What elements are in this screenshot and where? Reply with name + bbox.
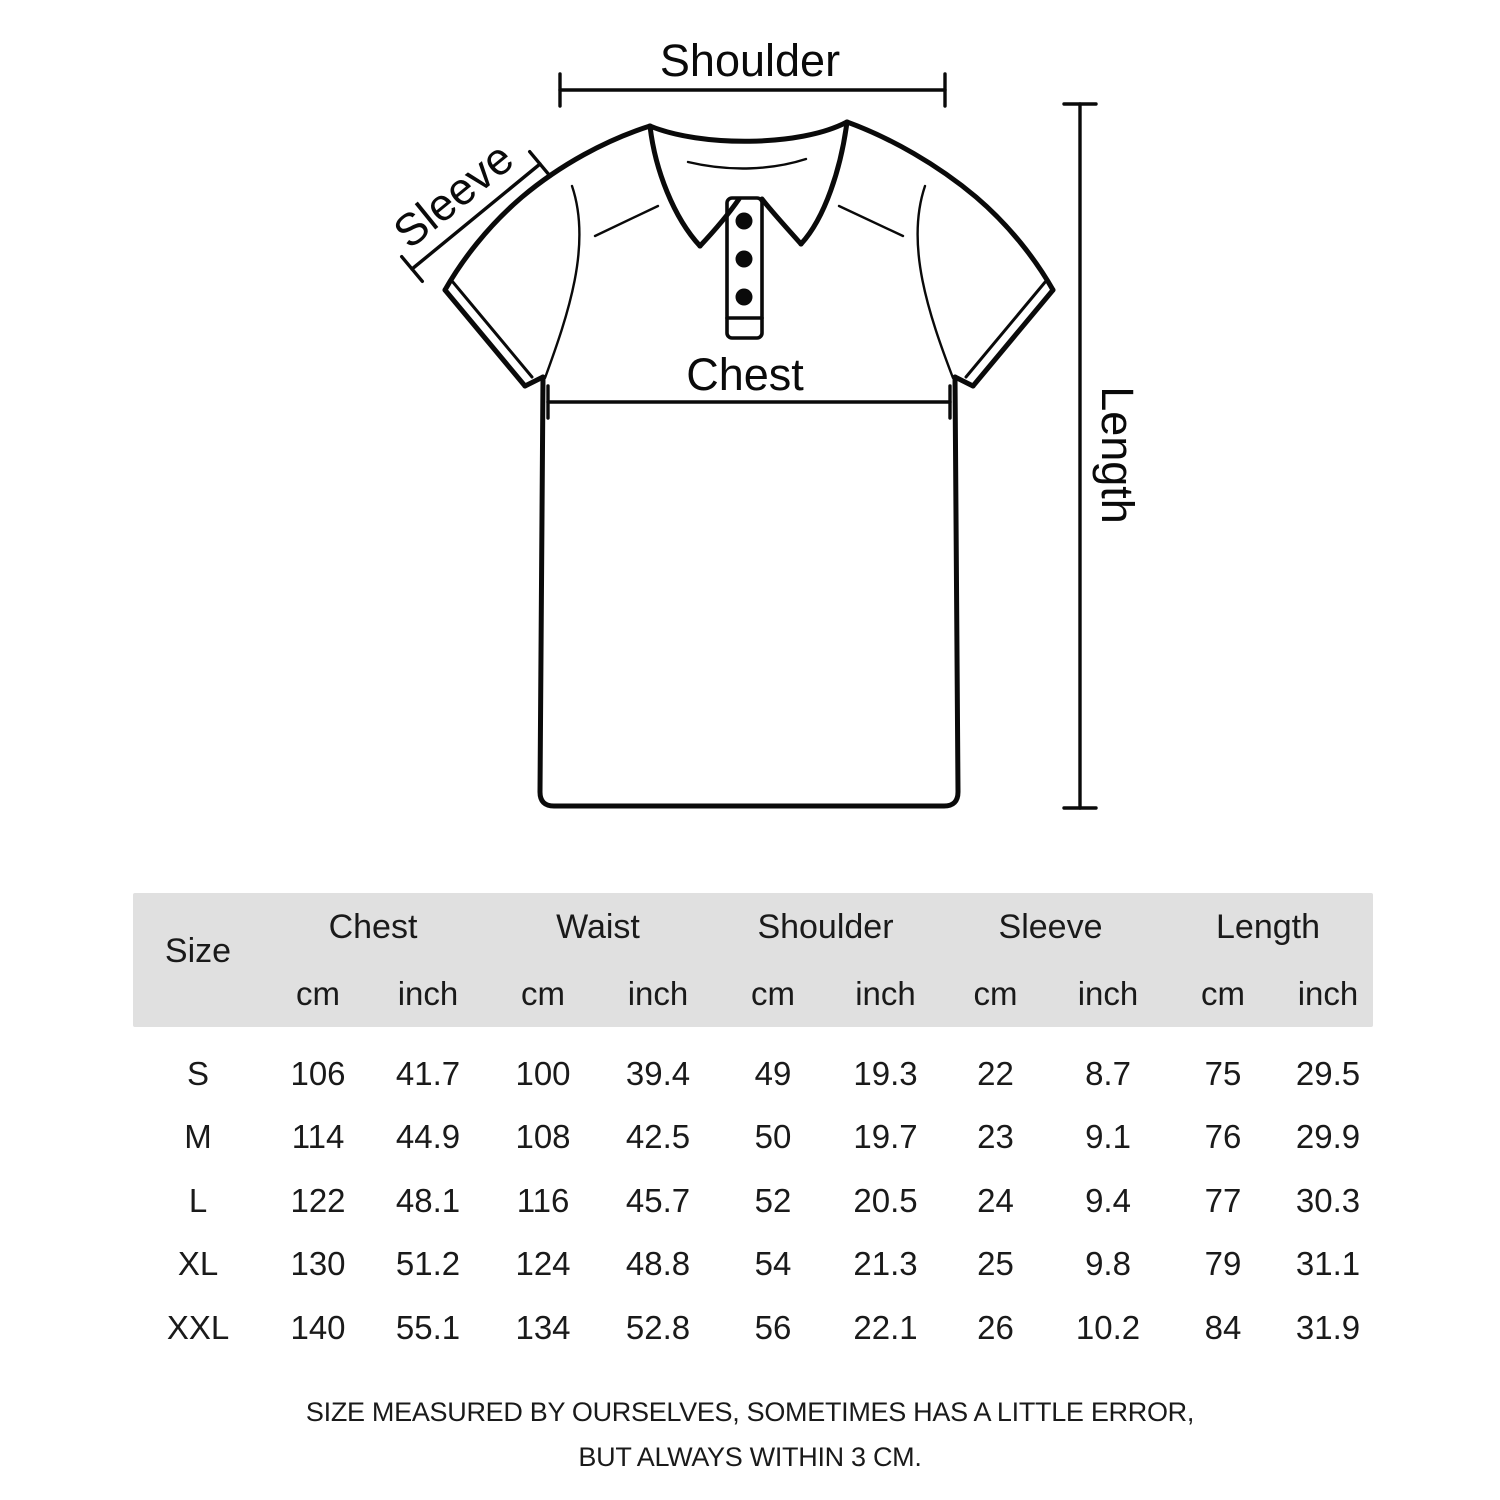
placket: [727, 198, 762, 338]
table-row-m: [133, 1106, 1373, 1170]
unit-header-inch: inch: [627, 975, 689, 1012]
right-cuff-seam: [966, 281, 1046, 377]
waist-cm-value: 124: [515, 1245, 571, 1283]
waist-inch-value: 48.8: [625, 1245, 691, 1283]
group-header-length: Length: [1216, 907, 1320, 946]
shoulder-dimension-label: Shoulder: [659, 35, 841, 86]
unit-header-cm: cm: [521, 975, 565, 1012]
sleeve-cm-value: 24: [977, 1181, 1014, 1219]
table-row-xl: [133, 1233, 1373, 1297]
shirt-seams: [452, 159, 1046, 378]
chest-cm-value: 106: [290, 1054, 346, 1092]
shoulder-cm-value: 56: [754, 1308, 792, 1346]
length-cm-value: 76: [1204, 1118, 1242, 1156]
size-label: XL: [177, 1245, 219, 1283]
left-armhole-seam: [545, 186, 579, 378]
sleeve-inch-value: 9.4: [1085, 1181, 1131, 1219]
waist-cm-value: 134: [515, 1308, 571, 1346]
measurement-note: [0, 1390, 1500, 1480]
table-row-s: [133, 1042, 1373, 1106]
length-cm-value: 77: [1204, 1181, 1242, 1219]
shoulder-cm-value: 52: [754, 1181, 792, 1219]
sleeve-dimension-label: Sleeve: [383, 131, 523, 259]
length-cm-value: 84: [1204, 1308, 1242, 1346]
length-cm-value: 75: [1204, 1054, 1242, 1092]
collar-inner-seam: [688, 159, 806, 168]
shoulder-cm-value: 49: [754, 1054, 792, 1092]
group-header-shoulder: Shoulder: [757, 907, 894, 946]
right-yoke-seam: [839, 206, 903, 236]
sleeve-cm-value: 22: [977, 1054, 1014, 1092]
button-icon: [736, 289, 753, 306]
length-inch-value: 29.9: [1295, 1118, 1361, 1156]
chest-cm-value: 114: [291, 1118, 345, 1156]
group-header-waist: Waist: [556, 907, 640, 946]
shoulder-inch-value: 21.3: [853, 1245, 918, 1283]
chest-inch-value: 55.1: [395, 1308, 461, 1346]
sleeve-tick-bottom: [402, 257, 423, 282]
unit-header-cm: cm: [296, 975, 340, 1012]
right-underarm: [955, 377, 973, 386]
shoulder-cm-value: 50: [754, 1118, 792, 1156]
shoulder-inch-value: 22.1: [853, 1308, 918, 1346]
waist-inch-value: 42.5: [625, 1118, 691, 1156]
sleeve-cm-value: 25: [977, 1245, 1014, 1283]
right-cuff-edge: [973, 290, 1053, 386]
chest-dimension-label: Chest: [686, 349, 804, 400]
unit-header-inch: inch: [1077, 975, 1139, 1012]
size-table-header: [133, 893, 1373, 1027]
right-sleeve-outer: [847, 122, 1053, 290]
shoulder-inch-value: 19.7: [853, 1118, 918, 1156]
shirt-body: [540, 377, 958, 806]
unit-header-cm: cm: [1201, 975, 1245, 1012]
chest-cm-value: 122: [290, 1181, 346, 1219]
sleeve-inch-value: 9.8: [1085, 1245, 1131, 1283]
collar-right-lapel-inner: [762, 199, 801, 244]
button-icon: [736, 213, 753, 230]
chest-inch-value: 48.1: [395, 1181, 461, 1219]
unit-header-inch: inch: [855, 975, 916, 1012]
length-cm-value: 79: [1204, 1245, 1242, 1283]
length-inch-value: 30.3: [1295, 1181, 1361, 1219]
sleeve-inch-value: 9.1: [1085, 1118, 1131, 1156]
collar-right-lapel-outer: [801, 122, 847, 244]
group-header-chest: Chest: [328, 907, 418, 946]
sleeve-tick-top: [530, 152, 551, 177]
shoulder-cm-value: 54: [754, 1245, 792, 1283]
length-inch-value: 31.9: [1295, 1308, 1361, 1346]
size-label: XXL: [166, 1308, 230, 1346]
collar-top: [650, 122, 847, 141]
size-label: L: [188, 1181, 208, 1219]
waist-inch-value: 52.8: [625, 1308, 691, 1346]
size-label: M: [184, 1118, 212, 1156]
collar-left-lapel-outer: [650, 126, 700, 246]
sleeve-inch-value: 10.2: [1075, 1308, 1141, 1346]
unit-header-cm: cm: [751, 975, 795, 1012]
collar-left-lapel-inner: [700, 199, 739, 246]
table-row-l: [133, 1169, 1373, 1233]
size-table: [133, 893, 1373, 1360]
right-armhole-seam: [918, 186, 953, 378]
unit-header-inch: inch: [397, 975, 459, 1012]
size-column-header: Size: [164, 931, 232, 970]
table-row-xxl: [133, 1296, 1373, 1360]
chest-inch-value: 44.9: [395, 1118, 461, 1156]
left-cuff-seam: [452, 281, 532, 377]
chest-cm-value: 130: [290, 1245, 346, 1283]
chest-inch-value: 51.2: [395, 1245, 461, 1283]
unit-header-inch: inch: [1297, 975, 1359, 1012]
chest-cm-value: 140: [290, 1308, 346, 1346]
waist-inch-value: 45.7: [625, 1181, 691, 1219]
button-icon: [736, 251, 753, 268]
sleeve-cm-value: 23: [977, 1118, 1014, 1156]
note-line-1: SIZE MEASURED BY OURSELVES, SOMETIMES HAS A LITTLE ERROR,: [305, 1397, 1195, 1427]
unit-header-cm: cm: [973, 975, 1018, 1012]
group-header-sleeve: Sleeve: [998, 907, 1103, 946]
shoulder-inch-value: 19.3: [853, 1054, 918, 1092]
left-yoke-seam: [595, 206, 658, 236]
length-dimension-label: Length: [1092, 386, 1143, 524]
left-cuff-edge: [445, 290, 525, 386]
waist-cm-value: 116: [516, 1181, 570, 1219]
length-inch-value: 31.1: [1295, 1245, 1361, 1283]
waist-cm-value: 108: [515, 1118, 571, 1156]
length-inch-value: 29.5: [1295, 1054, 1361, 1092]
left-underarm: [525, 377, 543, 386]
size-table-body: [133, 1042, 1373, 1360]
sleeve-inch-value: 8.7: [1085, 1054, 1131, 1092]
sleeve-cm-value: 26: [977, 1308, 1014, 1346]
note-line-2: BUT ALWAYS WITHIN 3 CM.: [578, 1442, 922, 1472]
chest-inch-value: 41.7: [395, 1054, 461, 1092]
shoulder-inch-value: 20.5: [853, 1181, 918, 1219]
size-label: S: [186, 1054, 209, 1092]
waist-inch-value: 39.4: [625, 1054, 691, 1092]
waist-cm-value: 100: [515, 1054, 571, 1092]
